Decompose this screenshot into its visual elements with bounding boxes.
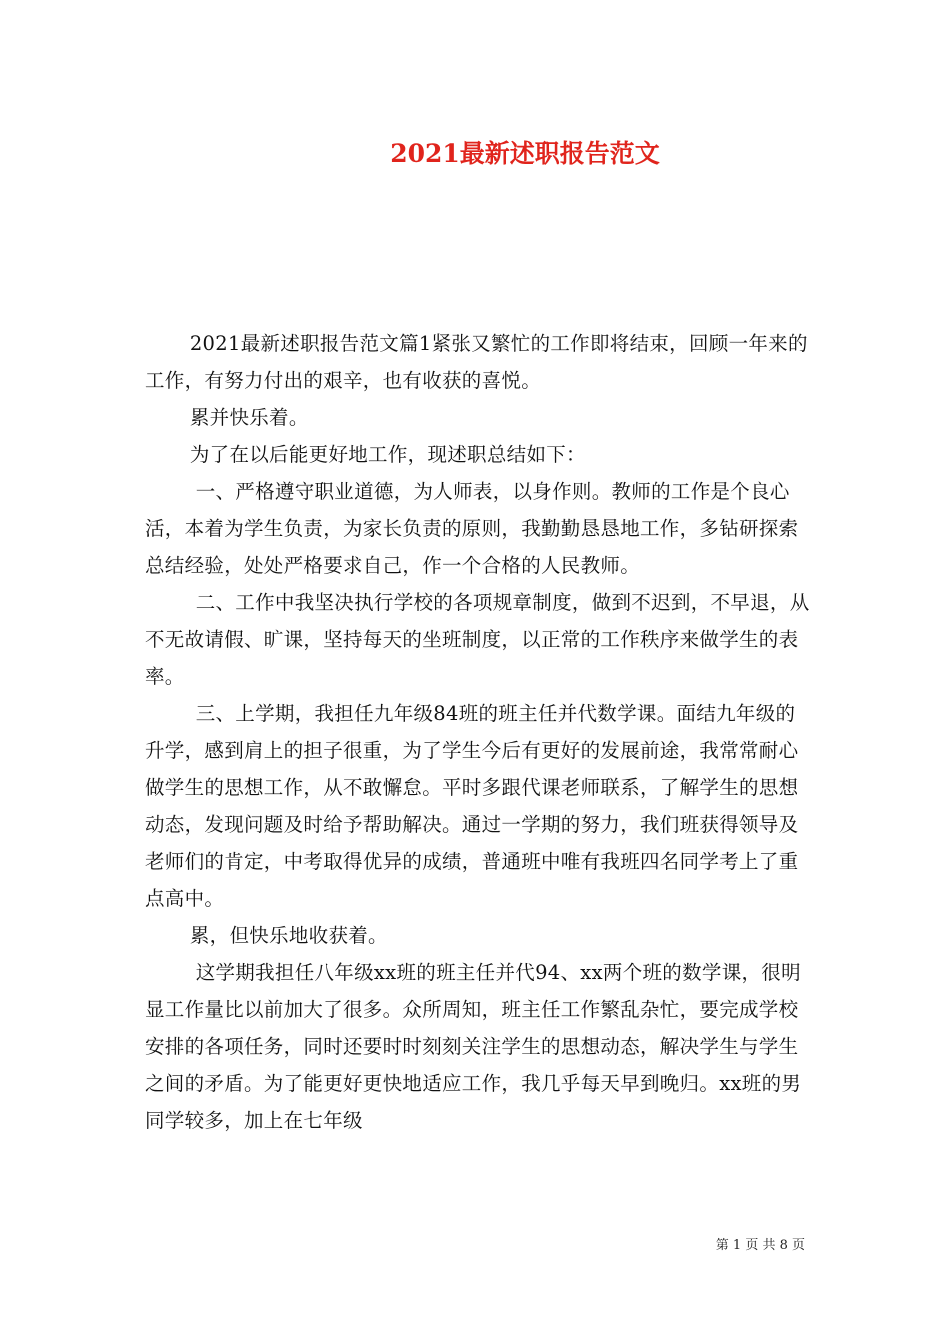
paragraph-this-term: 这学期我担任八年级xx班的班主任并代94、xx两个班的数学课，很明显工作量比以前加大了很多。众所周知，班主任工作繁乱杂忙，要完成学校安排的各项任务，同时还要时时刻刻关注学生的思想动态，解决学生与学生之间的矛盾。为了能更好更快地适应工作，我几乎每天早到晚归。xx班的男同学较多，加上在七年级 bbox=[145, 961, 802, 1132]
paragraph-summary-lead: 为了在以后能更好地工作，现述职总结如下： bbox=[189, 443, 586, 466]
document-title: 2021最新述职报告范文 bbox=[390, 139, 660, 168]
paragraph-harvest: 累，但快乐地收获着。 bbox=[189, 924, 388, 947]
paragraph-point-two: 二、工作中我坚决执行学校的各项规章制度，做到不迟到，不早退，从不无故请假、旷课，坚持每天的坐班制度，以正常的工作秩序来做学生的表率。 bbox=[145, 591, 810, 688]
paragraph-intro: 2021最新述职报告范文篇1紧张又繁忙的工作即将结束，回顾一年来的工作，有努力付出的艰辛，也有收获的喜悦。 bbox=[145, 332, 808, 392]
document-body bbox=[145, 325, 813, 1139]
paragraph-point-one: 一、严格遵守职业道德，为人师表，以身作则。教师的工作是个良心活，本着为学生负责，为家长负责的原则，我勤勤恳恳地工作，多钻研探索总结经验，处处严格要求自己，作一个合格的人民教师。 bbox=[145, 480, 799, 577]
page-number: 第 1 页 共 8 页 bbox=[715, 1238, 805, 1253]
paragraph-point-three: 三、上学期，我担任九年级84班的班主任并代数学课。面结九年级的升学，感到肩上的担子很重，为了学生今后有更好的发展前途，我常常耐心做学生的思想工作，从不敢懈怠。平时多跟代课老师联系，了解学生的思想动态，发现问题及时给予帮助解决。通过一学期的努力，我们班获得领导及老师们的肯定，中考取得优异的成绩，普通班中唯有我班四名同学考上了重点高中。 bbox=[145, 702, 799, 910]
paragraph-tired-happy: 累并快乐着。 bbox=[189, 406, 309, 429]
